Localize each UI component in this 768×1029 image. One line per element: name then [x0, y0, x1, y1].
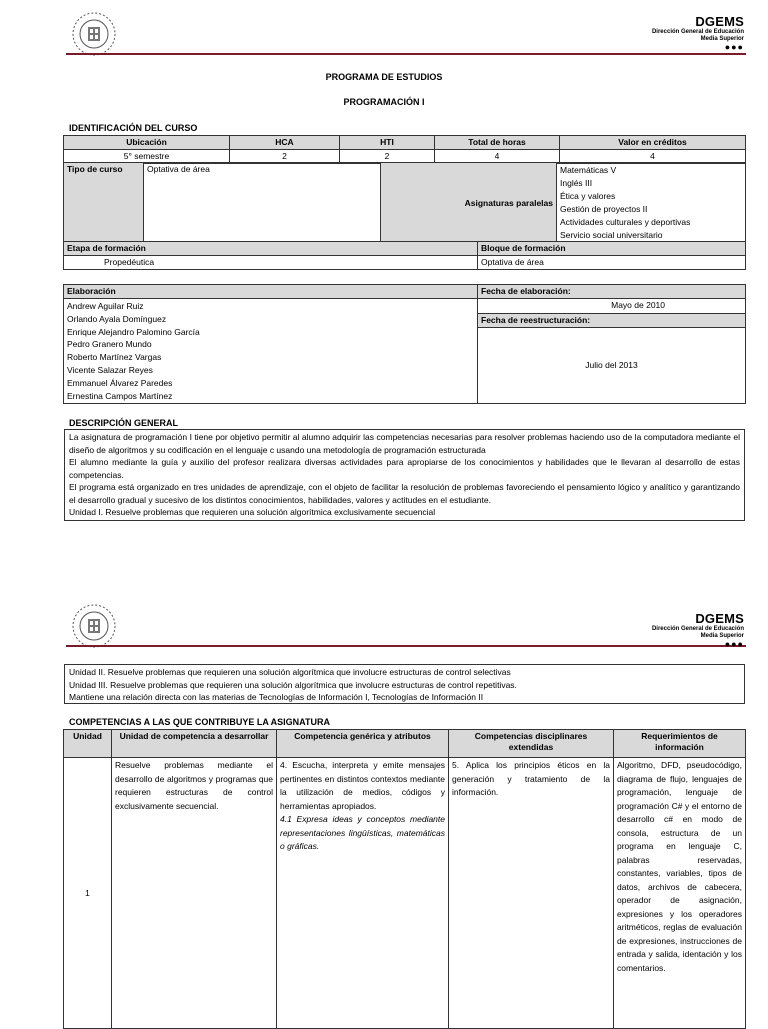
course-title: PROGRAMACIÓN I [343, 97, 425, 107]
paralela-item: Matemáticas V [560, 165, 617, 175]
comp-unit-desc: Resuelve problemas mediante el desarrollo de algoritmos y programas que requieren estructuras de control exclusivamente secuencial. [112, 758, 277, 1029]
comp-header: Unidad de competencia a desarrollar [112, 730, 277, 758]
ident-header: HTI [340, 136, 435, 150]
header-rule [66, 53, 746, 55]
org-subtitle-1: Dirección General de Educación [651, 626, 744, 632]
ident-value: 2 [230, 150, 340, 164]
org-block [544, 14, 744, 52]
ident-table [63, 135, 746, 164]
org-block [544, 611, 744, 649]
etapa-table [63, 241, 746, 270]
paralela-item: Inglés III [560, 178, 593, 188]
ident-value: 4 [435, 150, 560, 164]
elab-table [63, 284, 746, 404]
org-title: DGEMS [695, 611, 744, 626]
desc-section-title: DESCRIPCIÓN GENERAL [69, 418, 179, 428]
bloque-label: Bloque de formación [478, 242, 746, 256]
bloque-value: Optativa de área [478, 256, 746, 270]
paralelas-label: Asignaturas paralelas [381, 163, 557, 244]
desc-paragraph: La asignatura de programación I tiene por objetivo permitir al alumno adquirir las competencias necesarias para resolver problemas haciendo uso de la computadora mediante el diseño de algoritmos y su codificación en el lenguaje c usando una metodología de programación estructurada [69, 432, 740, 455]
author-name: Pedro Granero Mundo [67, 339, 152, 350]
paralela-item: Actividades culturales y deportivas [560, 217, 691, 227]
comp-unit: 1 [64, 758, 112, 1029]
paralela-item: Servicio social universitario [560, 230, 663, 240]
etapa-label: Etapa de formación [64, 242, 478, 256]
elab-names [64, 299, 478, 404]
ident-value: 2 [340, 150, 435, 164]
desc-paragraph: El alumno mediante la guía y auxilio del profesor realizara diversas actividades para apropiarse de los conocimientos y habilidades que le llevaran al desarrollo de estas competencias. [69, 457, 740, 480]
fecha-value: Mayo de 2010 [478, 299, 746, 314]
comp-table [63, 729, 746, 1029]
author-name: Ernestina Campos Martínez [67, 390, 173, 401]
comp-section-title: COMPETENCIAS A LAS QUE CONTRIBUYE LA ASIGNATURA [69, 717, 331, 727]
author-name: Roberto Martínez Vargas [67, 352, 162, 363]
tipo-value: Optativa de área [144, 163, 381, 244]
reest-value: Julio del 2013 [478, 328, 746, 404]
author-name: Orlando Ayala Domínguez [67, 313, 167, 324]
desc-paragraph: Unidad I. Resuelve problemas que requieren una solución algorítmica exclusivamente secuencial [69, 507, 436, 517]
comp-disciplinary: 5. Aplica los principios éticos en la generación y tratamiento de la información. [449, 758, 614, 1029]
comp-header: Competencia genérica y atributos [277, 730, 449, 758]
ident-header: HCA [230, 136, 340, 150]
author-name: Andrew Aguilar Ruiz [67, 301, 144, 311]
comp-header: Requerimientos de información [614, 730, 746, 758]
tipo-label: Tipo de curso [64, 163, 144, 244]
elab-label: Elaboración [64, 285, 478, 299]
comp-header: Competencias disciplinares extendidas [449, 730, 614, 758]
org-title: DGEMS [695, 14, 744, 29]
unit-line: Unidad III. Resuelve problemas que requieren una solución algorítmica que involucre estructuras de control repetitivas. [69, 679, 517, 690]
doc-title: PROGRAMA DE ESTUDIOS [325, 72, 443, 82]
org-subtitle-2: Media Superior [700, 36, 744, 42]
author-name: Enrique Alejandro Palomino García [67, 326, 200, 337]
org-dots-icon: ●●● [724, 639, 744, 649]
paralelas-list [557, 163, 746, 244]
desc-paragraph: El programa está organizado en tres unidades de aprendizaje, con el objeto de facilitar la resolución de problemas favoreciendo el pensamiento lógico y analítico y garantizando el desarrollo gradual y sucesivo de los distintos conocimientos, habilidades, valores y actitudes en el estudiante. [69, 482, 740, 505]
ident-section-title: IDENTIFICACIÓN DEL CURSO [69, 123, 198, 133]
tipo-table [63, 162, 746, 244]
org-dots-icon: ●●● [724, 42, 744, 52]
university-seal-icon [70, 10, 118, 58]
org-subtitle-2: Media Superior [700, 633, 744, 639]
university-seal-icon [70, 602, 118, 650]
unit-line: Unidad II. Resuelve problemas que requieren una solución algorítmica que involucre estructuras de control selectivas [69, 667, 511, 677]
comp-generic-main: 4. Escucha, interpreta y emite mensajes pertinentes en distintos contextos mediante la utilización de medios, códigos y herramientas apropiados. [280, 760, 445, 811]
paralela-item: Gestión de proyectos II [560, 204, 648, 214]
desc-box [64, 429, 745, 521]
comp-generic-attr: 4.1 Expresa ideas y conceptos mediante representaciones lingüísticas, matemáticas o gráficas. [280, 814, 445, 851]
etapa-value: Propedéutica [64, 256, 478, 270]
ident-value: 5° semestre [64, 150, 230, 164]
comp-header: Unidad [64, 730, 112, 758]
units-box [64, 664, 745, 704]
ident-header: Total de horas [435, 136, 560, 150]
ident-header: Valor en créditos [560, 136, 746, 150]
ident-value: 4 [560, 150, 746, 164]
comp-requirements: Algoritmo, DFD, pseudocódigo, diagrama de flujo, lenguajes de programación, lenguaje de programación C# y el entorno de desarrollo c# en modo de consola, estructura de un programa en lenguaje C, palabras reservadas, constantes, variables, tipos de datos, archivos de cabecera, operador de asignación, expresiones y los operadores aritméticos, reglas de evaluación de expresiones, instrucciones de entrada y salida, identación y los comentarios. [614, 758, 746, 1029]
unit-line: Mantiene una relación directa con las materias de Tecnologías de Información I, Tecnologías de Información II [69, 692, 484, 702]
ident-header: Ubicación [64, 136, 230, 150]
reest-label: Fecha de reestructuración: [478, 313, 746, 328]
author-name: Vicente Salazar Reyes [67, 364, 153, 375]
author-name: Emmanuel Álvarez Paredes [67, 377, 173, 388]
comp-generic [277, 758, 449, 1029]
org-subtitle-1: Dirección General de Educación [651, 29, 744, 35]
paralela-item: Ética y valores [560, 191, 616, 201]
fecha-label: Fecha de elaboración: [478, 285, 746, 299]
